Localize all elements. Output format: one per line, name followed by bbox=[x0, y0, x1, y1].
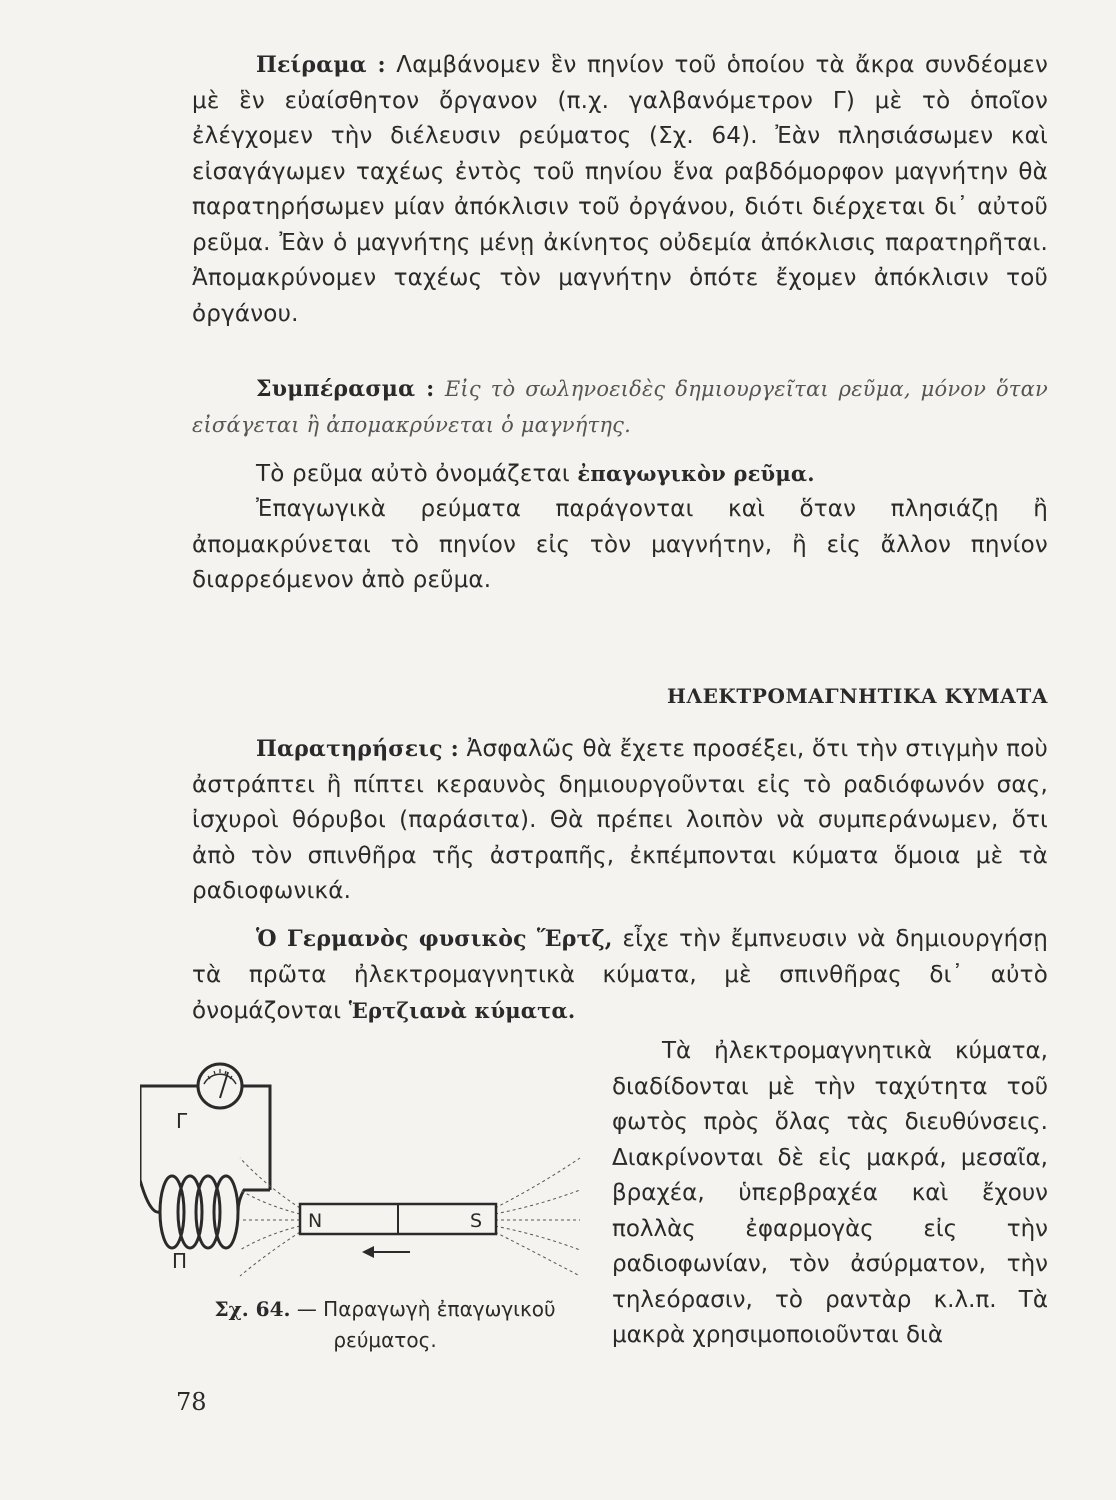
induced-currents-text: Ἐπαγωγικὰ ρεύματα παράγονται καὶ ὅταν πλησιάζῃ ἢ ἀπομακρύνεται τὸ πηνίον εἰς τὸν μαγνήτην, ἢ εἰς ἄλλον πηνίον διαρρεόμενον ἀπὸ ρεῦμα. bbox=[192, 496, 1048, 593]
induction-figure bbox=[140, 1040, 610, 1280]
induced-currents-paragraph bbox=[192, 492, 1048, 599]
figure-caption bbox=[180, 1294, 590, 1356]
experiment-paragraph bbox=[192, 48, 1048, 332]
experiment-lead: Πείραμα : bbox=[256, 52, 386, 78]
hertzian-waves-term: Ἑρτζιανὰ κύματα. bbox=[348, 998, 576, 1023]
waves-text: Τὰ ἠλεκτρομαγνητικὰ κύματα, διαδίδονται μὲ τὴν ταχύτητα τοῦ φωτὸς πρὸς ὅλας τὰς διευθύνσεις. Διακρίνονται δὲ εἰς μακρά, μεσαῖα, βραχέα, ὑπερβραχέα καὶ ἔχουν πολλὰς ἐφαρμογὰς εἰς τὴν ραδιοφωνίαν, τὸν ἀσύρματον, τὴν τηλεόρασιν, τὸ ραντὰρ κ.λ.π. Τὰ μακρὰ χρησιμοποιοῦνται διὰ bbox=[612, 1038, 1048, 1348]
hertz-paragraph bbox=[192, 922, 1048, 1030]
north-pole-label: N bbox=[308, 1210, 323, 1232]
galvanometer-icon bbox=[198, 1064, 242, 1108]
induced-current-intro: Τὸ ρεῦμα αὐτὸ ὀνομάζεται bbox=[256, 461, 570, 487]
galvanometer-label: Γ bbox=[176, 1109, 188, 1133]
motion-arrow-icon bbox=[362, 1246, 410, 1258]
conclusion-paragraph bbox=[192, 372, 1048, 443]
page-number: 78 bbox=[176, 1388, 207, 1416]
figure-caption-text: — Παραγωγὴ ἐπαγωγικοῦ ρεύματος. bbox=[296, 1297, 556, 1352]
experiment-text: Λαμβάνομεν ἓν πηνίον τοῦ ὁποίου τὰ ἄκρα συνδέομεν μὲ ἓν εὐαίσθητον ὄργανον (π.χ. γαλβανόμετρον Γ) μὲ τὸ ὁποῖον ἐλέγχομεν τὴν διέλευσιν ρεύματος (Σχ. 64). Ἐὰν πλησιάσωμεν καὶ εἰσαγάγωμεν ταχέως ἐντὸς τοῦ πηνίου ἕνα ραβδόμορφον μαγνήτην θὰ παρατηρήσωμεν μίαν ἀπόκλισιν τοῦ ὀργάνου, διότι διέρχεται δι᾽ αὐτοῦ ρεῦμα. Ἐὰν ὁ μαγνήτης μένῃ ἀκίνητος οὐδεμία ἀπόκλισις παρατηρῆται. Ἀπομακρύνομεν ταχέως τὸν μαγνήτην ὁπότε ἔχομεν ἀπόκλισιν τοῦ ὀργάνου. bbox=[192, 52, 1048, 327]
figure-number: Σχ. 64. bbox=[214, 1297, 291, 1321]
coil-icon bbox=[140, 1176, 270, 1248]
hertz-text: εἶχε τὴν ἔμπνευσιν νὰ δημιουργήσῃ τὰ πρῶτα ἠλεκτρομαγνητικὰ κύματα, μὲ σπινθῆρας δι᾽ αὐτὸ ὀνομάζονται bbox=[192, 926, 1048, 1024]
observations-lead: Παρατηρήσεις : bbox=[256, 736, 459, 762]
conclusion-lead: Συμπέρασμα : bbox=[256, 376, 435, 402]
induced-current-paragraph bbox=[192, 456, 1048, 493]
induced-current-term: ἐπαγωγικὸν ρεῦμα. bbox=[577, 461, 815, 486]
bar-magnet-icon bbox=[300, 1204, 496, 1234]
observations-text: Ἀσφαλῶς θὰ ἔχετε προσέξει, ὅτι τὴν στιγμὴν ποὺ ἀστράπτει ἢ πίπτει κεραυνὸς δημιουργοῦνται εἰς τὸ ραδιόφωνόν σας, ἰσχυροὶ θόρυβοι (παράσιτα). Θὰ πρέπει λοιπὸν νὰ συμπεράνωμεν, ὅτι ἀπὸ τὸν σπινθῆρα τῆς ἀστραπῆς, ἐκπέμπονται κύματα ὅμοια μὲ τὰ ραδιοφωνικά. bbox=[192, 736, 1048, 904]
conclusion-text: Εἰς τὸ σωληνοειδὲς δημιουργεῖται ρεῦμα, μόνον ὅταν εἰσάγεται ἢ ἀπομακρύνεται ὁ μαγνήτης. bbox=[192, 377, 1048, 437]
observations-paragraph bbox=[192, 732, 1048, 910]
section-heading: ΗΛΕΚΤΡΟΜΑΓΝΗΤΙΚΑ ΚΥΜΑΤΑ bbox=[666, 684, 1048, 708]
coil-label: Π bbox=[172, 1249, 188, 1273]
waves-paragraph bbox=[612, 1034, 1048, 1354]
hertz-lead: Ὁ Γερμανὸς φυσικὸς Ἕρτζ, bbox=[256, 926, 613, 952]
south-pole-label: S bbox=[470, 1210, 483, 1232]
